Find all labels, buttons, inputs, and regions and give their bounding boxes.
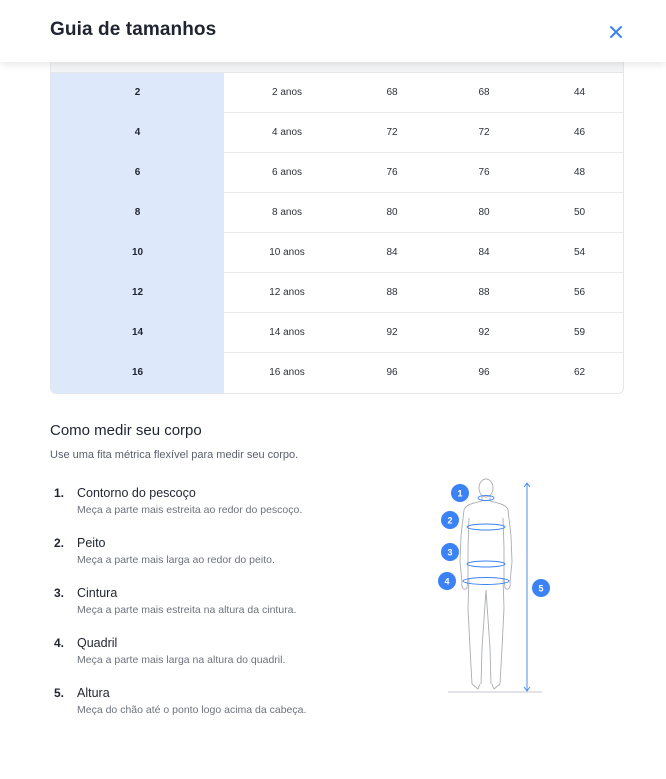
step-number: 4. — [54, 636, 65, 650]
age-cell: 10 anos — [269, 247, 305, 258]
measure-cell: 72 — [478, 127, 490, 138]
size-cell: 10 — [131, 247, 144, 258]
measure-cell: 88 — [478, 287, 490, 298]
table-row — [51, 113, 624, 153]
size-cell: 8 — [134, 207, 141, 218]
close-icon — [606, 22, 626, 42]
measure-cell: 50 — [573, 207, 586, 218]
table-row — [51, 233, 624, 273]
marker-label: 4 — [444, 576, 450, 587]
measure-cell: 92 — [386, 327, 398, 338]
table-row — [51, 153, 624, 193]
measure-step — [50, 636, 380, 676]
body-measurement-illustration — [430, 478, 560, 698]
measure-cell: 62 — [573, 367, 586, 378]
measure-cell: 59 — [573, 327, 586, 338]
measure-cell: 92 — [478, 327, 490, 338]
measure-cell: 68 — [478, 87, 490, 98]
step-title: Altura — [77, 686, 110, 700]
step-title: Contorno do pescoço — [77, 486, 196, 500]
step-number: 3. — [54, 586, 65, 600]
size-cell: 6 — [134, 167, 141, 178]
age-cell: 2 anos — [271, 87, 303, 98]
marker-label: 1 — [457, 488, 463, 499]
measure-step — [50, 686, 380, 726]
measure-cell: 96 — [386, 367, 398, 378]
step-description: Meça a parte mais larga na altura do quadril. — [77, 654, 286, 666]
step-title: Peito — [77, 536, 106, 550]
marker-label: 3 — [447, 547, 453, 558]
marker-label: 5 — [538, 583, 544, 594]
measure-step — [50, 536, 380, 576]
marker-label: 2 — [447, 515, 453, 526]
modal-header — [0, 0, 666, 62]
modal-title: Guia de tamanhos — [50, 19, 217, 40]
measure-step — [50, 486, 380, 526]
size-cell: 16 — [131, 367, 144, 378]
age-cell: 12 anos — [269, 287, 305, 298]
age-cell: 16 anos — [269, 367, 305, 378]
measure-cell: 72 — [386, 127, 398, 138]
measure-step — [50, 586, 380, 626]
measure-cell: 48 — [573, 167, 586, 178]
step-number: 2. — [54, 536, 65, 550]
step-number: 1. — [54, 486, 65, 500]
body-figure-icon — [430, 478, 560, 698]
step-description: Meça do chão até o ponto logo acima da cabeça. — [77, 704, 307, 716]
age-cell: 6 anos — [271, 167, 303, 178]
measure-cell: 80 — [478, 207, 490, 218]
table-row — [51, 73, 624, 113]
how-to-measure-title: Como medir seu corpo — [50, 422, 202, 439]
measure-cell: 44 — [573, 87, 586, 98]
age-cell: 14 anos — [269, 327, 305, 338]
measure-cell: 88 — [386, 287, 398, 298]
step-number: 5. — [54, 686, 65, 700]
step-title: Cintura — [77, 586, 118, 600]
step-title: Quadril — [77, 636, 118, 650]
step-description: Meça a parte mais estreita ao redor do pescoço. — [77, 504, 303, 516]
measure-cell: 76 — [386, 167, 398, 178]
age-cell: 8 anos — [271, 207, 303, 218]
table-row — [51, 313, 624, 353]
measure-cell: 56 — [573, 287, 586, 298]
close-button[interactable] — [606, 22, 626, 42]
size-cell: 14 — [131, 327, 144, 338]
table-row — [51, 353, 624, 393]
measure-cell: 96 — [478, 367, 490, 378]
age-cell: 4 anos — [271, 127, 303, 138]
measure-cell: 84 — [386, 247, 398, 258]
table-row — [51, 193, 624, 233]
size-cell: 4 — [134, 127, 141, 138]
step-description: Meça a parte mais estreita na altura da cintura. — [77, 604, 297, 616]
size-table — [50, 50, 624, 394]
size-cell: 12 — [131, 287, 144, 298]
measure-cell: 80 — [386, 207, 398, 218]
table-row — [51, 273, 624, 313]
how-to-measure-subtitle: Use uma fita métrica flexível para medir seu corpo. — [50, 449, 299, 461]
measure-cell: 68 — [386, 87, 398, 98]
step-description: Meça a parte mais larga ao redor do peito. — [77, 554, 275, 566]
measure-cell: 76 — [478, 167, 490, 178]
measure-cell: 54 — [573, 247, 586, 258]
measure-cell: 84 — [478, 247, 490, 258]
measure-cell: 46 — [573, 127, 586, 138]
size-cell: 2 — [134, 87, 141, 98]
